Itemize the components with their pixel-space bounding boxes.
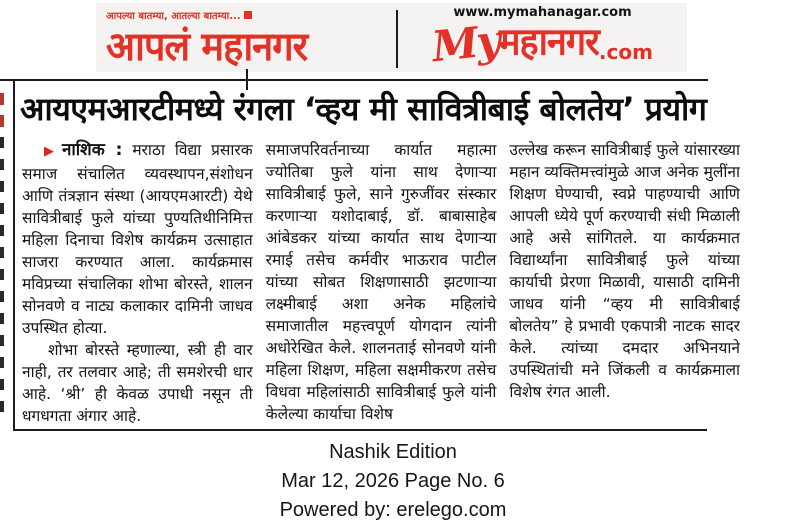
paragraph: शोभा बोरस्ते म्हणाल्या, स्त्री ही वार नाही, तर तलवार आहे; ती समशेरची धार आहे. ‘श्री’ ही केवळ उपाधी नसून ती धगधगता अंगार आहे. bbox=[22, 341, 253, 425]
paragraph-text: मराठा विद्या प्रसारक समाज संचालित व्यवस्थापन,संशोधन आणि तंत्रज्ञान संस्था (आयएमआरटी) येथे सावित्रीबाई फुले यांच्या पुण्यतिथीनिमित्त महिला दिनाचा विशेष कार्यक्रम उत्साहात साजरा करण्यात आला. कार्यक्रमास मविप्रच्या संचालिका शोभा बोरस्ते, शालन सोनवणे व नाट्य कलाकार दामिनी जाधव उपस्थित होत्या. bbox=[22, 141, 253, 337]
dotcom-suffix: .com bbox=[598, 40, 653, 64]
dateline-arrow-icon: ▶ bbox=[44, 144, 59, 159]
masthead-tagline-row bbox=[106, 8, 396, 21]
left-edge-clipped-text-red bbox=[0, 93, 4, 137]
dateline: नाशिक : bbox=[61, 140, 123, 160]
article-column-1 bbox=[22, 139, 253, 429]
masthead bbox=[96, 3, 687, 72]
paragraph: उल्लेख करून सावित्रीबाई फुले यांसारख्या महान व्यक्तिमत्त्वांमुळे आज अनेक मुलींना शिक्षण घेण्याची, स्वप्ने पाहण्याची आणि आपली ध्येये पूर्ण करण्याची संधी मिळाली आहे असे सांगितले. या कार्यक्रमात विद्यार्थ्यांना सावित्रीबाई फुले यांच्या कार्याची प्रेरणा मिळावी, यासाठी दामिनी जाधव यांनी “व्हय मी सावित्रीबाई बोलतेय” हे प्रभावी एकपात्री नाटक सादर केले. त्यांच्या दमदार अभिनयाने उपस्थितांची मने जिंकली व कार्यक्रमाला विशेष रंगत आली. bbox=[509, 141, 740, 401]
my-mahanagar-logo bbox=[398, 15, 687, 72]
my-script-logo: My bbox=[429, 15, 502, 72]
date-page-label: Mar 12, 2026 Page No. 6 bbox=[281, 470, 505, 492]
mahanagar-logo-text: महानगर bbox=[498, 20, 599, 64]
clip-footer bbox=[0, 438, 786, 525]
article-top-rule bbox=[0, 79, 708, 81]
masthead-tagline: आपल्या बातम्या, आतल्या बातम्या... bbox=[106, 10, 241, 22]
article-bottom-rule bbox=[13, 429, 707, 431]
tagline-square-icon bbox=[244, 11, 252, 19]
article-column-2 bbox=[266, 139, 497, 429]
masthead-left-logo bbox=[96, 3, 396, 72]
left-edge-clipped-text bbox=[0, 137, 4, 423]
aapla-mahanagar-logo: आपलं महानगर bbox=[106, 23, 308, 70]
website-url: www.mymahanagar.com bbox=[453, 5, 632, 20]
article-column-3 bbox=[509, 139, 740, 429]
article-body bbox=[22, 139, 740, 429]
article-left-rule bbox=[13, 79, 15, 431]
edition-label: Nashik Edition bbox=[329, 441, 457, 463]
article-headline: आयएमआरटीमध्ये रंगला ‘व्हय मी सावित्रीबाई बोलतेय’ प्रयोग bbox=[20, 90, 707, 128]
paragraph bbox=[22, 139, 253, 339]
masthead-right-logo bbox=[398, 3, 687, 72]
paragraph: समाजपरिवर्तनाच्या कार्यात महात्मा ज्योतिबा फुले यांना साथ देणाऱ्या सावित्रीबाई फुले, साने गुरुजींवर संस्कार करणाऱ्या यशोदाबाई, डॉ. बाबासाहेब आंबेडकर यांच्या कार्यात साथ देणाऱ्या रमाई तसेच कर्मवीर भाऊराव पाटील यांच्या सोबत शिक्षणासाठी झटणाऱ्या लक्ष्मीबाई अशा अनेक महिलांचे समाजातील महत्त्वपूर्ण योगदान त्यांनी अधोरेखित केले. शालनताई सोनवणे यांनी महिला शिक्षण, महिला सक्षमीकरण तसेच विधवा महिलांसाठी सावित्रीबाई फुले यांनी केलेल्या कार्याचा विशेष bbox=[265, 141, 497, 423]
powered-by-label: Powered by: erelego.com bbox=[279, 499, 507, 521]
